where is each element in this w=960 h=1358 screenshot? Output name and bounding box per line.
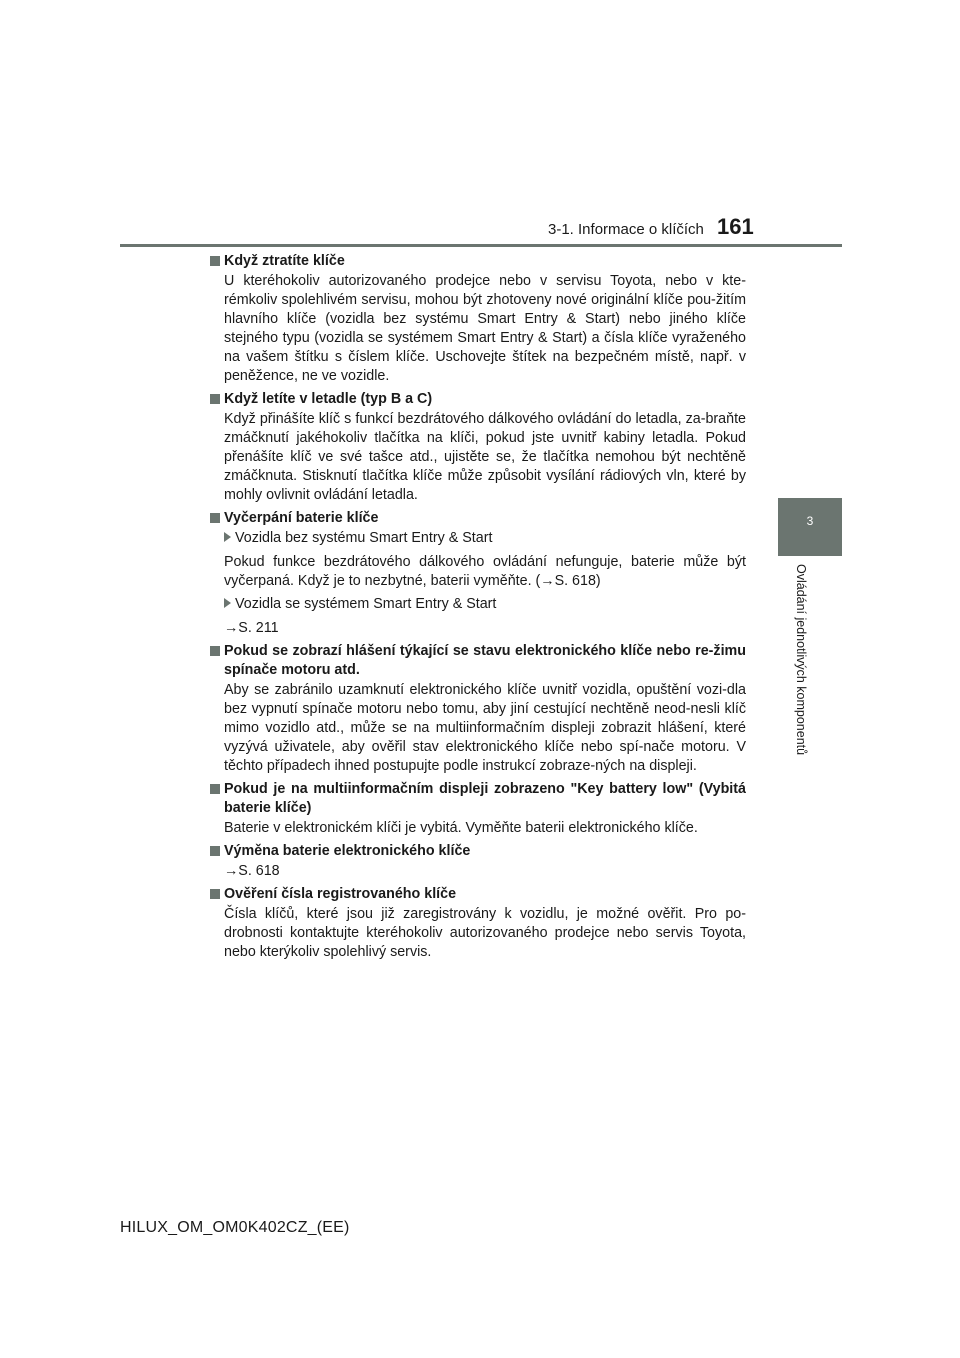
section-heading (210, 509, 746, 528)
triangle-bullet-icon (224, 598, 231, 608)
page-content (210, 252, 746, 966)
section-heading (210, 780, 746, 818)
section-heading-text: Ověření čísla registrovaného klíče (224, 886, 457, 902)
square-bullet-icon (210, 394, 220, 404)
section-heading-text: Když letíte v letadle (typ B a C) (224, 391, 433, 407)
section-heading-text: Výměna baterie elektronického klíče (224, 843, 471, 859)
section-body: Baterie v elektronickém klíči je vybitá. Vyměňte baterii elektronického klíče. (224, 820, 698, 836)
square-bullet-icon (210, 846, 220, 856)
subsection-label-text: Vozidla bez systému Smart Entry & Start (235, 530, 493, 546)
square-bullet-icon (210, 784, 220, 794)
section-body: Aby se zabránilo uzamknutí elektronického klíče uvnitř vozidla, opuštění vozi-dla bez vypnutí spínače motoru nebo tomu, aby jiní cestující nechtěně neod-nesli klíč mimo vozidlo atd., může se na multiinformačním displeji zobrazit hlášení, které vyzývá uživatele, aby ověřil stav elektronického klíče nebo spí-nače motoru. V těchto případech ihned postupujte podle instrukcí zobraze-ných na displeji. (224, 682, 746, 774)
section-heading-text: Vyčerpání baterie klíče (224, 510, 379, 526)
square-bullet-icon (210, 513, 220, 523)
page-number: 161 (717, 214, 754, 239)
square-bullet-icon (210, 889, 220, 899)
section-registered-key-check (210, 885, 746, 962)
section-message-displayed (210, 642, 746, 776)
section-lost-keys (210, 252, 746, 386)
subsection-label (210, 529, 746, 548)
chapter-label-container (778, 560, 818, 830)
header-section-title: 3-1. Informace o klíčích (548, 221, 704, 238)
section-heading (210, 885, 746, 904)
subsection-label (210, 595, 746, 614)
chapter-number: 3 (806, 514, 814, 528)
header-divider (120, 244, 842, 247)
chapter-label: Ovládání jednotlivých komponentů (794, 564, 808, 756)
section-body: Čísla klíčů, které jsou již zaregistrovány k vozidlu, je možné ověřit. Pro po-drobnosti kontaktujte kteréhokoliv autorizovaného prodejce nebo servis Toyota, nebo kterýkoliv spolehlivý servis. (224, 906, 746, 960)
section-heading (210, 390, 746, 409)
page-reference: →S. 618 (224, 863, 280, 879)
section-body: U kteréhokoliv autorizovaného prodejce nebo v servisu Toyota, nebo v kte-rémkoliv spolehlivém servisu, mohou být zhotoveny nové originální klíče pou-žitím hlavního klíče (vozidla bez systému Smart Entry & Start) nebo jiného klíče stejného typu (vozidla se systémem Smart Entry & Start) a čísla klíče vyraženého na vašem štítku s číslem klíče. Uschovejte štítek na bezpečném místě, např. v peněžence, ne ve vozidle. (224, 273, 746, 384)
section-heading (210, 842, 746, 861)
subsection-label-text: Vozidla se systémem Smart Entry & Start (235, 596, 497, 612)
section-body: Pokud funkce bezdrátového dálkového ovládání nefunguje, baterie může být vyčerpaná. Když je to nezbytné, baterii vyměňte. (→S. 618) (224, 554, 746, 589)
page-reference: →S. 211 (224, 620, 279, 636)
triangle-bullet-icon (224, 532, 231, 542)
section-battery-replacement (210, 842, 746, 881)
chapter-tab (778, 498, 842, 556)
document-code: HILUX_OM_OM0K402CZ_(EE) (120, 1219, 350, 1236)
square-bullet-icon (210, 256, 220, 266)
section-heading-text: Pokud se zobrazí hlášení týkající se stavu elektronického klíče nebo re-žimu spínače motoru atd. (224, 643, 746, 678)
section-heading-text: Pokud je na multiinformačním displeji zobrazeno "Key battery low" (Vybitá baterie klíče) (224, 781, 746, 816)
section-heading (210, 252, 746, 271)
section-body: Když přinášíte klíč s funkcí bezdrátového dálkového ovládání do letadla, za-braňte zmáčknutí jakéhokoliv tlačítka na klíči, pokud jste uvnitř kabiny letadla. Pokud přenášíte klíč ve své tašce atd., ujistěte se, že tlačítka nemohou být nechtěně zmáčknuta. Stisknutí tlačítka klíče může způsobit vysílání rádiových vln, které by mohly ovlivnit ovládání letadla. (224, 411, 746, 503)
section-key-battery-low (210, 780, 746, 838)
section-airplane (210, 390, 746, 505)
section-key-battery-depletion (210, 509, 746, 638)
section-heading-text: Když ztratíte klíče (224, 253, 345, 269)
section-heading (210, 642, 746, 680)
square-bullet-icon (210, 646, 220, 656)
